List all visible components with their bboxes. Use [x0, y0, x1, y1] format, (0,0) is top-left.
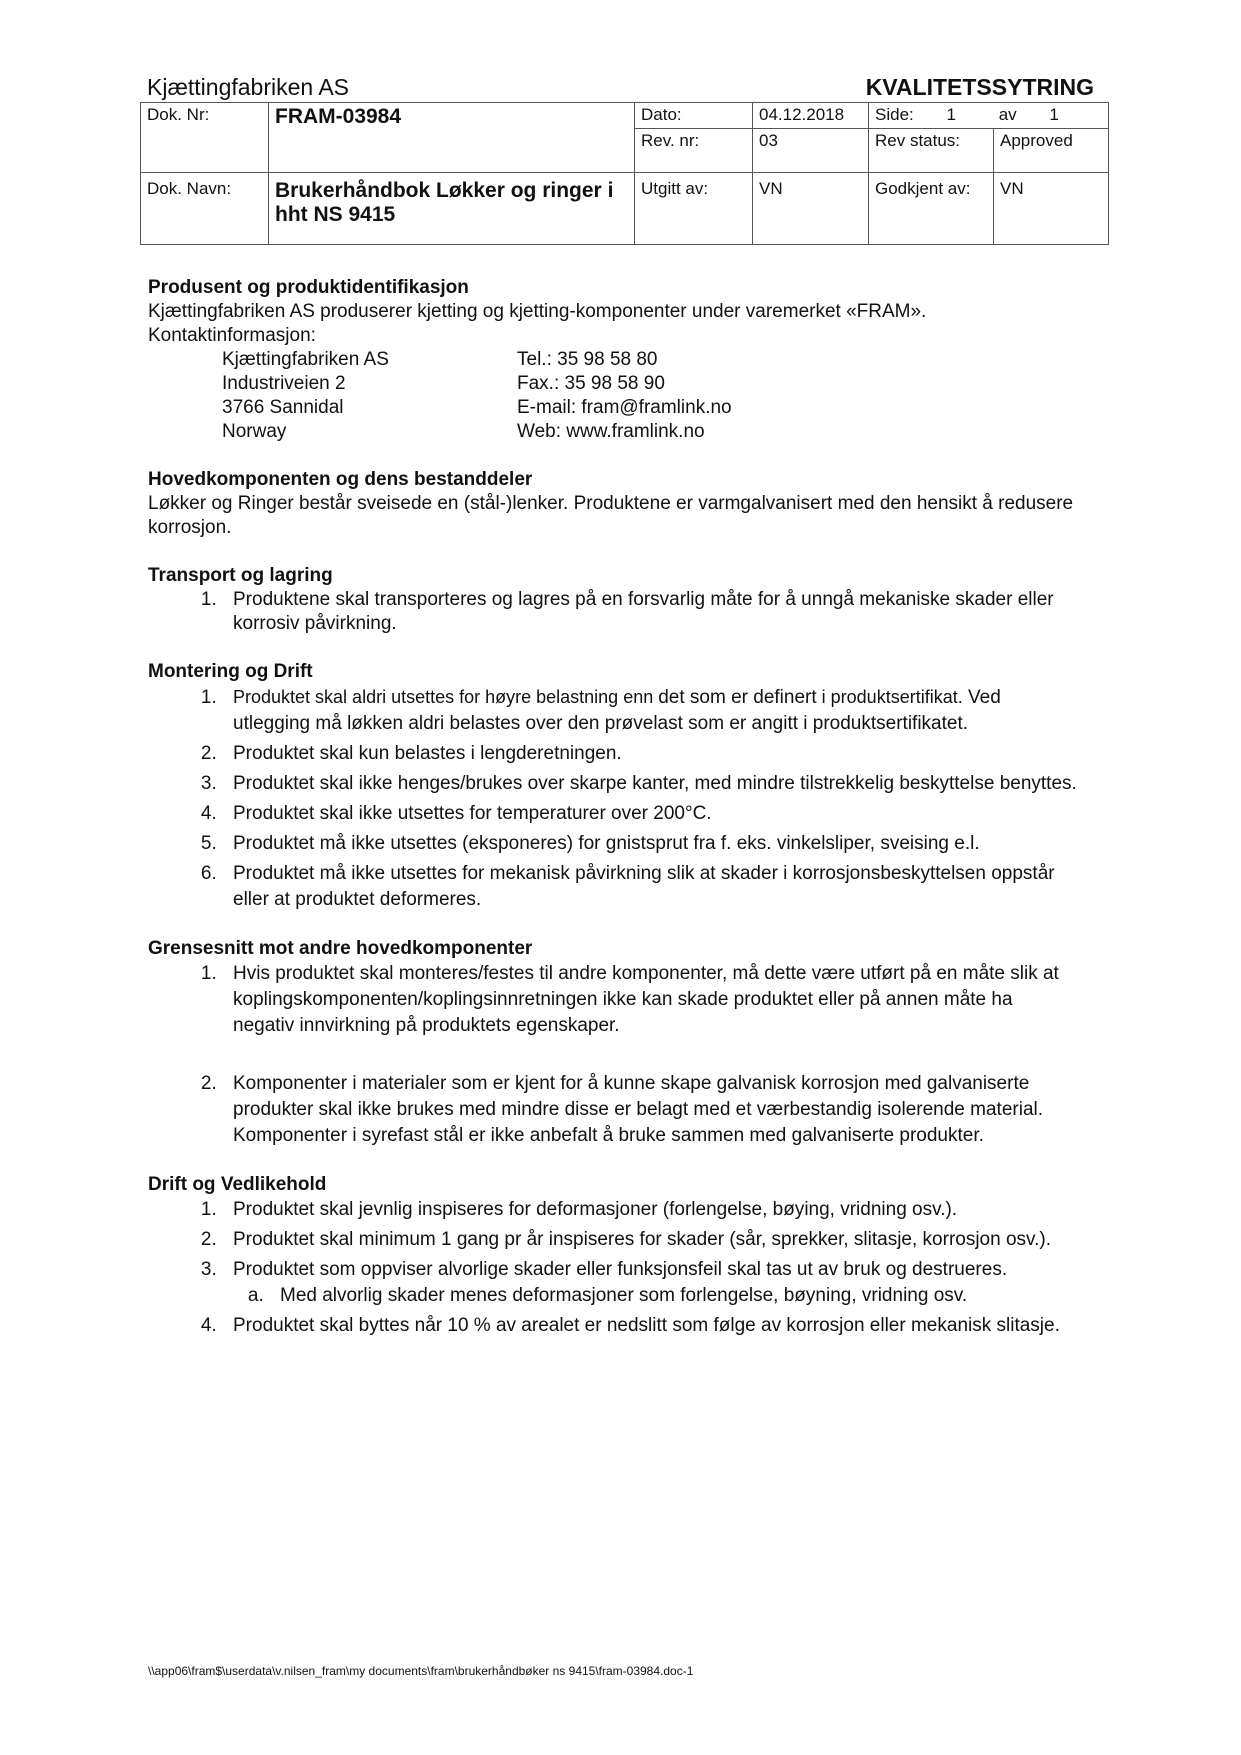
section-heading: Montering og Drift: [148, 661, 313, 682]
file-path-footer: \\app06\fram$\userdata\v.nilsen_fram\my documents\fram\brukerhåndbøker ns 9415\fram-03984.doc-1: [148, 1664, 694, 1678]
list-item: 1. Produktet skal aldri utsettes for høyre belastning enn det som er definert i produktsertifikat. Ved utlegging må løkken aldri belastes over den prøvelast som er angitt i produktsertifikatet.: [222, 684, 1078, 737]
list-item: 1. Produktet skal jevnlig inspiseres for deformasjoner (forlengelse, bøying, vridning osv.).: [222, 1197, 1078, 1223]
section-heading: Produsent og produktidentifikasjon: [148, 277, 469, 298]
list-item: 4. Produktet skal byttes når 10 % av arealet er nedslitt som følge av korrosjon eller mekanisk slitasje.: [222, 1313, 1078, 1339]
contact-email: E-mail: fram@framlink.no: [517, 397, 732, 418]
drift-sublist: [233, 1283, 1078, 1309]
dok-navn-label: Dok. Navn:: [141, 173, 269, 245]
contact-name: Kjættingfabriken AS: [222, 349, 389, 370]
contact-city: 3766 Sannidal: [222, 397, 344, 418]
section-hovedkomponent: [148, 468, 1078, 540]
paragraph: Løkker og Ringer består sveisede en (stål-)lenker. Produktene er varmgalvanisert med den hensikt å redusere korrosjon.: [148, 493, 1074, 538]
rev-nr-value: 03: [753, 129, 869, 173]
section-heading: Drift og Vedlikehold: [148, 1174, 327, 1195]
list-item: 4. Produktet skal ikke utsettes for temperaturer over 200°C.: [222, 801, 1078, 827]
dok-navn-value: Brukerhåndbok Løkker og ringer i hht NS 9415: [269, 173, 635, 245]
grensesnitt-list: [148, 961, 1078, 1149]
rev-status-value: Approved: [994, 129, 1109, 173]
paragraph: Kjættingfabriken AS produserer kjetting og kjetting-komponenter under varemerket «FRAM».: [148, 301, 927, 322]
dok-nr-label: Dok. Nr:: [141, 103, 269, 173]
section-transport: [148, 564, 1078, 636]
list-item: 2. Produktet skal minimum 1 gang pr år inspiseres for skader (sår, sprekker, slitasje, korrosjon osv.).: [222, 1227, 1078, 1253]
document-body: [148, 276, 1078, 1363]
dato-value: 04.12.2018: [753, 103, 869, 129]
drift-list: [148, 1197, 1078, 1339]
section-drift: [148, 1173, 1078, 1339]
dato-label: Dato:: [635, 103, 753, 129]
list-item: 5. Produktet må ikke utsettes (eksponeres) for gnistsprut fra f. eks. vinkelsliper, sveising e.l.: [222, 831, 1078, 857]
godkjent-value: VN: [994, 173, 1109, 245]
side-of: av: [998, 105, 1017, 124]
company-name: Kjættingfabriken AS: [147, 74, 350, 100]
contact-label: Kontaktinformasjon:: [148, 325, 316, 346]
list-item: 1. Hvis produktet skal monteres/festes til andre komponenter, må dette være utført på en måte slik at koplingskomponenten/koplingsinnretningen ikke kan skade produktet eller på annen måte ha negativ innvirkning på produktets egenskaper.: [222, 961, 1078, 1039]
transport-list: [148, 588, 1078, 636]
utgitt-label: Utgitt av:: [635, 173, 753, 245]
rev-status-label: Rev status:: [869, 129, 994, 173]
contact-tel: Tel.: 35 98 58 80: [517, 349, 658, 370]
contact-block: [222, 348, 1078, 444]
list-item: 3. Produktet som oppviser alvorlige skader eller funksjonsfeil skal tas ut av bruk og destrueres. a. Med alvorlig skader menes deformasjoner som forlengelse, bøyning, vridning osv.: [222, 1257, 1078, 1309]
list-item: 2. Komponenter i materialer som er kjent for å kunne skape galvanisk korrosjon med galvaniserte produkter skal ikke brukes med mindre disse er belagt med et værbestandig isolerende material. Komponenter i syrefast stål er ikke anbefalt å bruke sammen med galvaniserte produkter.: [222, 1071, 1078, 1149]
list-item: 1. Produktene skal transporteres og lagres på en forsvarlig måte for å unngå mekaniske skader eller korrosiv påvirkning.: [222, 588, 1078, 636]
contact-fax: Fax.: 35 98 58 90: [517, 373, 665, 394]
utgitt-value: VN: [753, 173, 869, 245]
section-heading: Hovedkomponenten og dens bestanddeler: [148, 469, 533, 490]
side-total: 1: [1049, 105, 1059, 124]
list-item: 6. Produktet må ikke utsettes for mekanisk påvirkning slik at skader i korrosjonsbeskyttelsen oppstår eller at produktet deformeres.: [222, 861, 1078, 913]
section-heading: Transport og lagring: [148, 565, 333, 586]
section-montering: [148, 660, 1078, 913]
list-item: 3. Produktet skal ikke henges/brukes over skarpe kanter, med mindre tilstrekkelig beskyttelse benyttes.: [222, 771, 1078, 797]
document-type: KVALITETSSYTRING: [865, 74, 1094, 100]
section-heading: Grensesnitt mot andre hovedkomponenter: [148, 938, 533, 959]
sub-list-item: a. Med alvorlig skader menes deformasjoner som forlengelse, bøyning, vridning osv.: [269, 1283, 1078, 1309]
list-item: 2. Produktet skal kun belastes i lengderetningen.: [222, 741, 1078, 767]
side-current: 1: [946, 105, 956, 124]
document-header-table: [140, 102, 1109, 245]
section-grensesnitt: [148, 937, 1078, 1149]
section-produsent: [148, 276, 1078, 444]
contact-web: Web: www.framlink.no: [517, 421, 705, 442]
side-label: Side:: [875, 105, 914, 124]
side-cell: [869, 103, 1109, 129]
godkjent-label: Godkjent av:: [869, 173, 994, 245]
rev-nr-label: Rev. nr:: [635, 129, 753, 173]
montering-list: [148, 684, 1078, 913]
contact-street: Industriveien 2: [222, 373, 346, 394]
dok-nr-value: FRAM-03984: [269, 103, 635, 173]
contact-country: Norway: [222, 421, 287, 442]
